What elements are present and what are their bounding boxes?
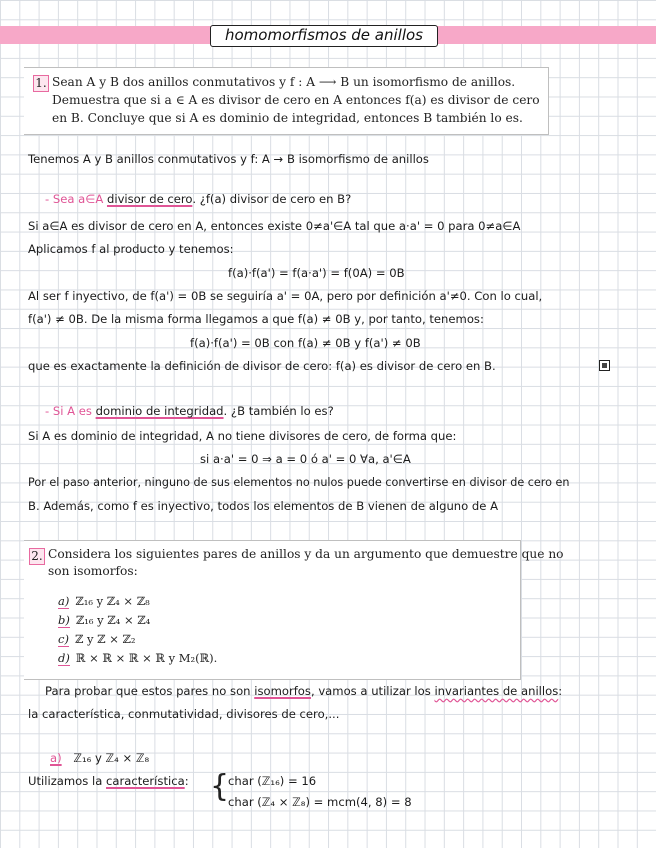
exercise-1-number: 1. xyxy=(33,75,49,92)
exercise-2-line-1: Considera los siguientes pares de anillos y da un argumento que demuestre que no xyxy=(48,547,564,561)
note-line: Aplicamos f al producto y tenemos: xyxy=(28,242,234,256)
underlined-term: divisor de cero xyxy=(106,192,193,206)
note-line: Al ser f inyectivo, de f(a') = 0B se seguiría a' = 0A, pero por definición a'≠0. Con lo cual, xyxy=(28,289,543,303)
option-c: c) ℤ y ℤ × ℤ₂ xyxy=(58,632,136,646)
note-line: Tenemos A y B anillos conmutativos y f: A → B isomorfismo de anillos xyxy=(28,152,429,166)
page-title: homomorfismos de anillos xyxy=(224,26,424,44)
note-line: B. Además, como f es inyectivo, todos los elementos de B vienen de alguno de A xyxy=(28,499,499,513)
note-line: Para probar que estos pares no son isomorfos, vamos a utilizar los invariantes de anillos: xyxy=(45,684,563,698)
underlined-term: dominio de integridad xyxy=(95,404,224,418)
equation: f(a)·f(a') = f(a·a') = f(0A) = 0B xyxy=(228,266,405,280)
left-brace: { xyxy=(210,769,230,804)
bullet-dash: - Sea a∈A xyxy=(45,192,104,206)
bullet-dash: - Si A es xyxy=(45,404,92,418)
note-line: Si A es dominio de integridad, A no tiene divisores de cero, de forma que: xyxy=(28,429,457,443)
note-text: . ¿f(a) divisor de cero en B? xyxy=(192,192,352,206)
exercise-2-number: 2. xyxy=(29,548,45,565)
note-line xyxy=(45,192,351,206)
note-line: la característica, conmutatividad, divisores de cero,... xyxy=(28,707,340,721)
underlined-term: isomorfos xyxy=(254,684,311,698)
exercise-1-line-1: Sean A y B dos anillos conmutativos y f : A ⟶ B un isomorfismo de anillos. xyxy=(52,75,516,89)
note-line: que es exactamente la definición de divisor de cero: f(a) es divisor de cero en B. xyxy=(28,359,496,373)
char-line-2: char (ℤ₄ × ℤ₈) = mcm(4, 8) = 8 xyxy=(228,795,412,809)
exercise-1-line-3: en B. Concluye que si A es dominio de integridad, entonces B también lo es. xyxy=(52,111,523,125)
option-a: a) ℤ₁₆ y ℤ₄ × ℤ₈ xyxy=(58,594,150,608)
option-d: d) ℝ × ℝ × ℝ × ℝ y M₂(ℝ). xyxy=(58,651,218,665)
note-line: Si a∈A es divisor de cero en A, entonces existe 0≠a'∈A tal que a·a' = 0 para 0≠a∈A xyxy=(28,219,521,233)
char-line-1: char (ℤ₁₆) = 16 xyxy=(228,774,317,788)
equation: f(a)·f(a') = 0B con f(a) ≠ 0B y f(a') ≠ 0B xyxy=(190,336,421,350)
note-line: Por el paso anterior, ninguno de sus elementos no nulos puede convertirse en divisor de cero en xyxy=(28,476,570,489)
part-a-heading: a) ℤ₁₆ y ℤ₄ × ℤ₈ xyxy=(50,751,150,765)
note-line: f(a') ≠ 0B. De la misma forma llegamos a que f(a) ≠ 0B y, por tanto, tenemos: xyxy=(28,312,484,326)
wavy-underlined-term: invariantes de anillos xyxy=(434,684,559,698)
exercise-2-line-2: son isomorfos: xyxy=(48,564,138,578)
qed-mark xyxy=(599,360,610,371)
equation: si a·a' = 0 ⇒ a = 0 ó a' = 0 ∀a, a'∈A xyxy=(200,452,411,466)
note-text: . ¿B también lo es? xyxy=(223,404,334,418)
note-line: Utilizamos la característica: xyxy=(28,774,189,788)
note-line xyxy=(45,404,334,418)
option-b: b) ℤ₁₆ y ℤ₄ × ℤ₄ xyxy=(58,613,151,627)
underlined-term: característica xyxy=(106,774,185,788)
exercise-1-line-2: Demuestra que si a ∈ A es divisor de cero en A entonces f(a) es divisor de cero xyxy=(52,93,540,107)
